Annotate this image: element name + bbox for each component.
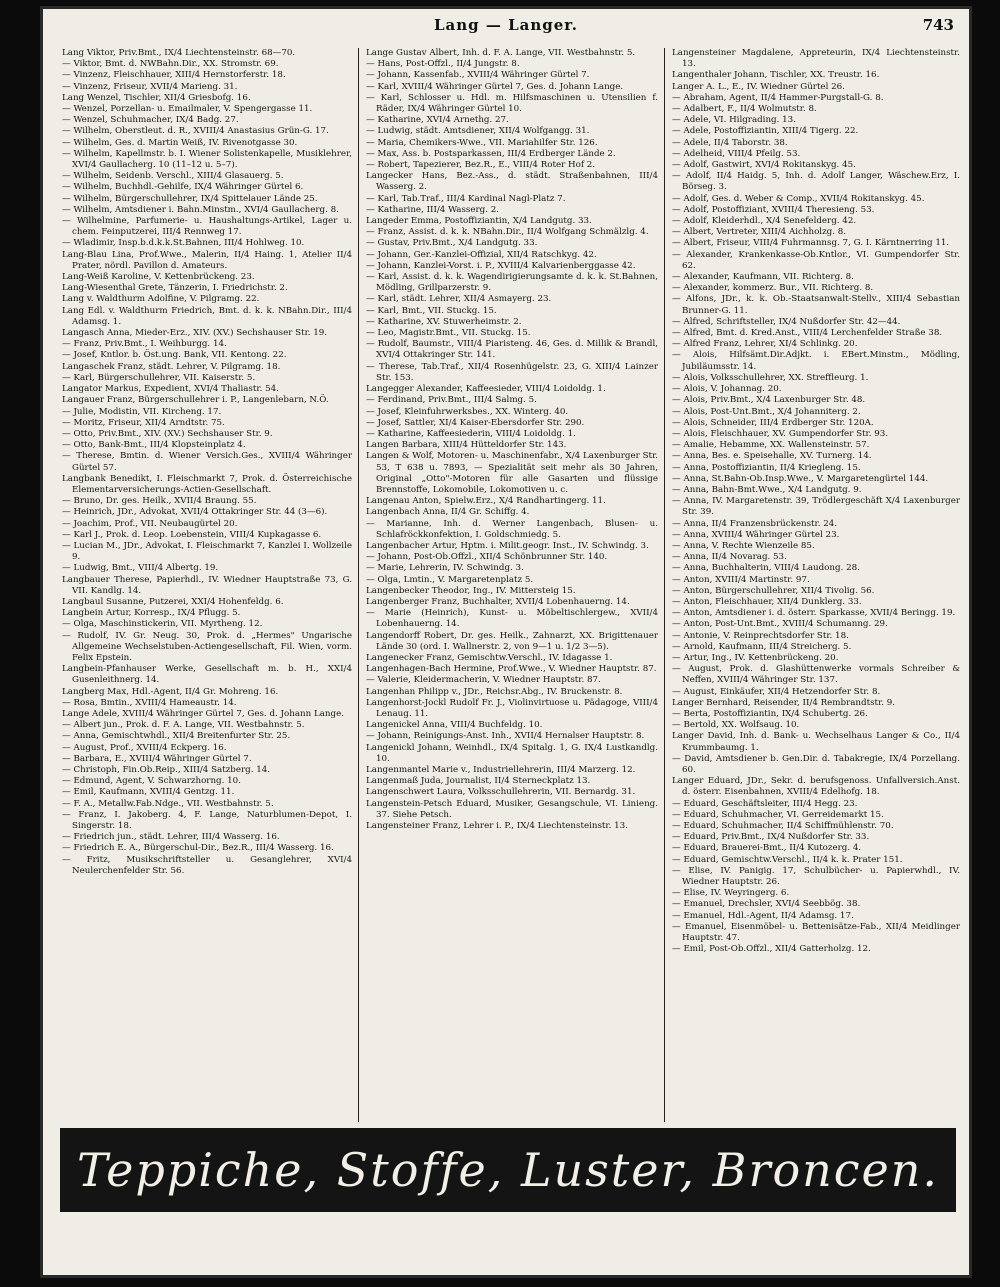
directory-entry: — Adele, VI. Hilgrading. 13.: [672, 115, 796, 126]
directory-entry: Langenickl Johann, Weinhdl., IX/4 Spitalg. 1, G. IX/4 Lustkandlg. 10.: [366, 742, 658, 764]
directory-entry: — Karl J., Prok. d. Leop. Loebenstein, VIII/4 Kupkagasse 6.: [62, 529, 322, 540]
directory-page: [40, 6, 972, 1278]
directory-entry: — Therese, Tab.Traf., XII/4 Rosenhügelstr. 23, G. XIII/4 Lainzer Str. 153.: [366, 361, 658, 383]
directory-entry: — Alexander, Kaufmann, VII. Richterg. 8.: [672, 272, 854, 283]
directory-entry: — Wilhelm, Ges. d. Martin Weiß, IV. Rivenotgasse 30.: [62, 137, 298, 148]
directory-entry: Langen & Wolf, Motoren- u. Maschinenfabr., X/4 Laxenburger Str. 53, T 638 u. 7893, — Spezialität seit mehr als 30 Jahren, Original „Otto"-Motoren für alle Gasarten und flüssige Brennstoffe, Lokomobile, Lokomotiven u. c.: [366, 451, 658, 495]
column-divider: [664, 48, 665, 1122]
directory-entry: — Franz, Priv.Bmt., I. Weihburgg. 14.: [62, 339, 227, 350]
directory-entry: — Wilhelm, Bürgerschullehrer, IX/4 Spittelauer Lände 25.: [62, 193, 318, 204]
directory-entry: — Karl, XVIII/4 Währinger Gürtel 7, Ges. d. Johann Lange.: [366, 81, 624, 92]
directory-entry: — Adolf, Gastwirt, XVI/4 Rokitanskyg. 45.: [672, 160, 856, 171]
directory-entry: — Alfred, Bmt. d. Kred.Anst., VIII/4 Lerchenfelder Straße 38.: [672, 328, 943, 339]
directory-entry: — Anton, XVIII/4 Martinstr. 97.: [672, 574, 810, 585]
directory-entry: — Ludwig, städt. Amtsdiener, XII/4 Wolfgangg. 31.: [366, 126, 590, 137]
directory-entry: — Wilhelm, Amtsdiener i. Bahn.Minstm., XVI/4 Gaullacherg. 8.: [62, 204, 339, 215]
directory-entry: — Anton, Fleischhauer, XII/4 Dunklerg. 33.: [672, 596, 862, 607]
directory-entry: — Alfred Franz, Lehrer, XI/4 Schlinkg. 20.: [672, 339, 858, 350]
directory-entry: — Alois, Priv.Bmt., X/4 Laxenburger Str. 48.: [672, 395, 866, 406]
directory-entry: — Wenzel, Schuhmacher, IX/4 Badg. 27.: [62, 115, 239, 126]
directory-entry: — Joachim, Prof., VII. Neubaugürtel 20.: [62, 518, 238, 529]
directory-entry: — Amalie, Hebamme, XX. Wallensteinstr. 57.: [672, 440, 870, 451]
directory-entry: Langbein Artur, Korresp., IX/4 Pflugg. 5.: [62, 608, 241, 619]
directory-entry: — Emil, Post-Ob.Offzl., XII/4 Gatterholzg. 12.: [672, 944, 871, 955]
directory-entry: — Alois, V. Johannag. 20.: [672, 384, 782, 395]
directory-entry: Langer Eduard, JDr., Sekr. d. berufsgenoss. Unfallversich.Anst. d. österr. Eisenbahnen, XVIII/4 Edelhofg. 18.: [672, 776, 960, 798]
directory-entry: Langenberger Franz, Buchhalter, XVII/4 Lobenhauerng. 14.: [366, 596, 630, 607]
directory-entry: Langenhagen-Bach Hermine, Prof.Wwe., V. Wiedner Hauptstr. 87.: [366, 664, 657, 675]
directory-entry: Langensteiner Franz, Lehrer i. P., IX/4 Liechtensteinstr. 13.: [366, 821, 628, 832]
directory-entry: — Elise, IV. Panigig. 17, Schulbücher- u. Papierwhdl., IV. Wiedner Hauptstr. 26.: [672, 865, 960, 888]
directory-entry: Langenbecker Theodor, Ing., IV. Mittersteig 15.: [366, 585, 576, 596]
directory-entry: — Anna, II/4 Novarag. 53.: [672, 552, 787, 563]
directory-entry: — Adolf, II/4 Haidg. 5, Inh. d. Adolf Langer, Wäschew.Erz, I. Börseg. 3.: [672, 171, 960, 193]
directory-entry: Langenhorst-Jockl Rudolf Fr. J., Violinvirtuose u. Pädagoge, VIII/4 Lenaug. 11.: [366, 697, 658, 719]
directory-entry: — Johann, Post-Ob.Offzl., XII/4 Schönbrunner Str. 140.: [366, 552, 608, 563]
directory-entry: — Friedrich E. A., Bürgerschul-Dir., Bez.R., III/4 Wasserg. 16.: [62, 843, 334, 854]
directory-entry: — Katharine, XVI/4 Arnethg. 27.: [366, 115, 509, 126]
directory-entry: — Adelheid, VIII/4 Pfeilg. 53.: [672, 148, 801, 159]
directory-entry: — Anna, Postoffiziantin, II/4 Kriegleng. 15.: [672, 462, 861, 473]
directory-entry: Langeder Emma, Postoffiziantin, X/4 Landgutg. 33.: [366, 216, 592, 227]
directory-entry: — Moritz, Friseur, XII/4 Arndtstr. 75.: [62, 417, 225, 428]
directory-entry: — Adele, Postoffiziantin, XIII/4 Tigerg. 22.: [672, 126, 859, 137]
directory-entry: Langen Barbara, XIII/4 Hütteldorfer Str. 143.: [366, 440, 567, 451]
directory-entry: — Karl, Assist. d. k. k. Wagendirigierungsamte d. k. k. St.Bahnen, Mödling, Grillparzerstr. 9.: [366, 272, 658, 294]
directory-entry: — Viktor, Bmt. d. NWBahn.Dir., XX. Stromstr. 69.: [62, 59, 279, 70]
directory-entry: — Otto, Bank-Bmt., III/4 Klopsteinplatz 4.: [62, 440, 246, 451]
directory-entry: — David, Amtsdiener b. Gen.Dir. d. Tabakregie, IX/4 Porzellang. 60.: [672, 753, 960, 775]
directory-entry: — Karl, Bürgerschullehrer, VII. Kaiserstr. 5.: [62, 372, 256, 383]
page-number: 743: [922, 16, 954, 34]
directory-entry: Langaschek Franz, städt. Lehrer, V. Pilgramg. 18.: [62, 361, 281, 372]
directory-entry: — Wilhelm, Kapellmstr. b. I. Wiener Solistenkapelle, Musiklehrer, XVI/4 Gaullacherg. 10 (11–12 u. 5–7).: [62, 148, 352, 171]
directory-entry: — Karl, Schlosser u. Hdl. m. Hilfsmaschinen u. Utensilien f. Räder, IX/4 Währinger Gürtel 10.: [366, 92, 658, 115]
directory-entry: Langenmaß Juda, Journalist, II/4 Sterneckplatz 13.: [366, 776, 591, 787]
directory-entry: Lang v. Waldthurm Adolfine, V. Pilgramg. 22.: [62, 294, 260, 305]
directory-entry: Lang-Blau Lina, Prof.Wwe., Malerin, II/4 Haing. 1, Atelier II/4 Prater, nördl. Pavillon d. Amateurs.: [62, 249, 352, 271]
column-divider: [358, 48, 359, 1122]
directory-entry: — Berta, Postoffiziantin, IX/4 Schubertg. 26.: [672, 708, 868, 719]
directory-entry: — Adolf, Postoffiziant, XVIII/4 Theresieng. 53.: [672, 204, 875, 215]
directory-entry: Langer Bernhard, Reisender, II/4 Rembrandtstr. 9.: [672, 697, 896, 708]
directory-entry: — Vinzenz, Fleischhauer, XIII/4 Hernstorferstr. 18.: [62, 70, 286, 81]
directory-entry: — Rudolf, IV. Gr. Neug. 30, Prok. d. „Hermes" Ungarische Allgemeine Wechselstuben-Actiengesellschaft, Fil. Wien, vorm. Felix Epstein.: [62, 630, 352, 663]
directory-entry: — Rosa, Bmtin., XVIII/4 Hameaustr. 14.: [62, 697, 237, 708]
directory-entry: Langensteiner Magdalene, Appreteurin, IX/4 Liechtensteinstr. 13.: [672, 48, 960, 70]
directory-entry: — Anna, Bes. e. Speisehalle, XV. Turnerg. 14.: [672, 451, 872, 462]
directory-entry: Lange Adele, XVIII/4 Währinger Gürtel 7, Ges. d. Johann Lange.: [62, 708, 344, 719]
directory-entry: — Valerie, Kleidermacherin, V. Wiedner Hauptstr. 87.: [366, 675, 601, 686]
directory-entry: — Emil, Kaufmann, XVIII/4 Gentzg. 11.: [62, 787, 235, 798]
directory-entry: Langecker Hans, Bez.-Ass., d. städt. Straßenbahnen, III/4 Wasserg. 2.: [366, 171, 658, 193]
directory-entry: Langenecker Franz, Gemischtw.Verschl., IV. Idagasse 1.: [366, 652, 613, 663]
directory-entry: — Eduard, Geschäftsleiter, III/4 Hegg. 23.: [672, 798, 858, 809]
directory-entry: — Eduard, Priv.Bmt., IX/4 Nußdorfer Str. 33.: [672, 832, 870, 843]
directory-entry: — Anna, Bahn-Bmt.Wwe., X/4 Landgutg. 9.: [672, 484, 862, 495]
directory-entry: Langberg Max, Hdl.-Agent, II/4 Gr. Mohreng. 16.: [62, 686, 279, 697]
directory-entry: — Josef, Kntlor. b. Öst.ung. Bank, VII. Kentong. 22.: [62, 350, 287, 361]
directory-entry: — Emanuel, Eisenmöbel- u. Bettenisätze-Fab., XII/4 Meidlinger Hauptstr. 47.: [672, 921, 960, 944]
directory-entry: — Alois, Schneider, III/4 Erdberger Str. 120A.: [672, 417, 874, 428]
directory-entry: Langator Markus, Expedient, XVI/4 Thaliastr. 54.: [62, 384, 279, 395]
advertisement-text: Teppiche, Stoffe, Luster, Broncen.: [76, 1143, 940, 1197]
directory-entry: — Friedrich jun., städt. Lehrer, III/4 Wasserg. 16.: [62, 832, 280, 843]
directory-entry: — Bertold, XX. Wolfsaug. 10.: [672, 720, 800, 731]
directory-entry: Langbank Benedikt, I. Fleischmarkt 7, Prok. d. Österreichische Elementarversicherungs-Actien-Gesellschaft.: [62, 473, 352, 495]
directory-entry: — Emanuel, Drechsler, XVI/4 Seebbög. 38.: [672, 899, 861, 910]
directory-entry: Langenhan Philipp v., JDr., Reichsr.Abg., IV. Bruckenstr. 8.: [366, 686, 623, 697]
directory-entry: Langenickel Anna, VIII/4 Buchfeldg. 10.: [366, 720, 543, 731]
directory-entry: — Anna, Gemischtwhdl., XII/4 Breitenfurter Str. 25.: [62, 731, 291, 742]
directory-entry: Lange Gustav Albert, Inh. d. F. A. Lange, VII. Westbahnstr. 5.: [366, 48, 636, 58]
directory-entry: Langer A. L., E., IV. Wiedner Gürtel 26.: [672, 81, 845, 92]
directory-entry: — Fritz, Musikschriftsteller u. Gesanglehrer, XVI/4 Neulerchenfelder Str. 56.: [62, 854, 352, 876]
directory-entry: — Olga, Maschinstickerin, VII. Myrtheng. 12.: [62, 619, 263, 630]
directory-entry: Langegger Alexander, Kaffeesieder, VIII/4 Loidoldg. 1.: [366, 384, 606, 395]
directory-entry: — Wilhelm, Seidenb. Verschl., XIII/4 Glasauerg. 5.: [62, 171, 284, 182]
directory-entry: Langenbach Anna, II/4 Gr. Schiffg. 4.: [366, 507, 530, 518]
directory-entry: — Katharine, III/4 Wasserg. 2.: [366, 204, 500, 215]
directory-entry: — Johann, Kanzlei-Vorst. i. P., XVIII/4 Kalvarienberggasse 42.: [366, 260, 636, 271]
directory-entry: — Eduard, Brauerei-Bmt., II/4 Kutozerg. 4.: [672, 843, 862, 854]
directory-entry: — Anton, Bürgerschullehrer, XII/4 Tivolig. 56.: [672, 585, 875, 596]
page-header-title: Lang — Langer.: [433, 16, 579, 34]
directory-entry: — Gustav, Priv.Bmt., X/4 Landgutg. 33.: [366, 238, 538, 249]
directory-entry: — Emanuel, Hdl.-Agent, II/4 Adamsg. 17.: [672, 910, 854, 921]
directory-entry: — Eduard, Schuhmacher, VI. Gerreidemarkt 15.: [672, 809, 884, 820]
directory-entry: — Albert, Friseur, VIII/4 Fuhrmannsg. 7, G. I. Kärntnerring 11.: [672, 238, 950, 249]
directory-entry: — Anton, Amtsdiener i. d. österr. Sparkasse, XVII/4 Beringg. 19.: [672, 608, 956, 619]
directory-entry: — Karl, Bmt., VII. Stuckg. 15.: [366, 305, 497, 316]
directory-entry: Langenschwert Laura, Volksschullehrerin, VII. Bernardg. 31.: [366, 787, 636, 798]
directory-entry: — Albert jun., Prok. d. F. A. Lange, VII. Westbahnstr. 5.: [62, 720, 305, 731]
directory-entry: — Alfons, JDr., k. k. Ob.-Staatsanwalt-Stellv., XIII/4 Sebastian Brunner-G. 11.: [672, 294, 960, 316]
directory-entry: — Vinzenz, Friseur, XVII/4 Marieng. 31.: [62, 81, 238, 92]
column-right: [672, 48, 960, 1122]
running-head: [40, 16, 972, 42]
directory-entry: — Julie, Modistin, VII. Kircheng. 17.: [62, 406, 222, 417]
directory-entry: — August, Einkäufer, XII/4 Hetzendorfer Str. 8.: [672, 686, 881, 697]
directory-entry: Langauer Franz, Bürgerschullehrer i. P., Langenlebarn, N.Ö.: [62, 395, 329, 406]
directory-entry: Langendorff Robert, Dr. ges. Heilk., Zahnarzt, XX. Brigittenauer Lände 30 (ord. I. Wallnerstr. 2, von 9—1 u. 1/2 3—5).: [366, 630, 658, 652]
directory-entry: — Anna, XVIII/4 Währinger Gürtel 23.: [672, 529, 840, 540]
directory-entry: — Albert, Vertreter, XIII/4 Aichholzg. 8.: [672, 227, 847, 238]
directory-entry: — Marie, Lehrerin, IV. Schwindg. 3.: [366, 563, 524, 574]
directory-entry: Langbauer Therese, Papierhdl., IV. Wiedner Hauptstraße 73, G. VII. Kandlg. 14.: [62, 574, 352, 596]
directory-entry: Langenthaler Johann, Tischler, XX. Treustr. 16.: [672, 70, 880, 81]
directory-entry: — Arnold, Kaufmann, III/4 Streicherg. 5.: [672, 641, 852, 652]
directory-entry: — Olga, Lmtin., V. Margaretenplatz 5.: [366, 574, 534, 585]
directory-entry: — Wenzel, Porzellan- u. Emailmaler, V. Spengergasse 11.: [62, 104, 313, 115]
directory-entry: Langer David, Inh. d. Bank- u. Wechselhaus Langer & Co., II/4 Krummbaumg. 1.: [672, 731, 960, 753]
directory-entry: — Antonie, V. Reinprechtsdorfer Str. 18.: [672, 630, 849, 641]
directory-entry: — Barbara, E., XVIII/4 Währinger Gürtel 7.: [62, 753, 252, 764]
column-middle: [366, 48, 658, 1122]
directory-entry: Langenstein-Petsch Eduard, Musiker, Gesangschule, VI. Linieng. 37. Siehe Petsch.: [366, 798, 658, 820]
directory-entry: Langenbacher Artur, Hptm. i. Milit.geogr. Inst., IV. Schwindg. 3.: [366, 540, 649, 551]
directory-entry: — Wilhelm, Buchhdl.-Gehilfe, IX/4 Währinger Gürtel 6.: [62, 182, 304, 193]
directory-entry: — Robert, Tapezierer, Bez.R., E., VIII/4 Roter Hof 2.: [366, 160, 596, 171]
directory-entry: — Karl, Tab.Traf., III/4 Kardinal Nagl-Platz 7.: [366, 193, 566, 204]
directory-entry: — Rudolf, Baumstr., VIII/4 Piaristeng. 46, Ges. d. Millik & Brandl, XVI/4 Ottakringer Str. 141.: [366, 339, 658, 361]
directory-entry: — Anna, IV. Margaretenstr. 39, Trödlergeschäft X/4 Laxenburger Str. 39.: [672, 496, 960, 518]
directory-entry: — Wilhelmine, Parfumerie- u. Haushaltungs-Artikel, Lager u. chem. Feinputzerei, III/4 Rennweg 17.: [62, 216, 352, 238]
directory-entry: — Josef, Sattler, XI/4 Kaiser-Ebersdorfer Str. 290.: [366, 417, 585, 428]
directory-entry: — August, Prok. d. Glashüttenwerke vormals Schreiber & Neffen, XVIII/4 Währinger Str. 137.: [672, 664, 960, 686]
directory-entry: — Bruno, Dr. ges. Heilk., XVII/4 Braung. 55.: [62, 496, 257, 507]
directory-entry: — Adolf, Ges. d. Weber & Comp., XVII/4 Rokitanskyg. 45.: [672, 193, 925, 204]
directory-entry: Langbaul Susanne, Putzerei, XXI/4 Hohenfeldg. 6.: [62, 596, 284, 607]
directory-entry: — Karl, städt. Lehrer, XII/4 Asmayerg. 23.: [366, 294, 552, 305]
directory-entry: Langbein-Pfanhauser Werke, Gesellschaft m. b. H., XXI/4 Gusenleithnerg. 14.: [62, 664, 352, 686]
directory-entry: — Eduard, Schuhmacher, II/4 Schiffmühlenstr. 70.: [672, 821, 894, 832]
directory-entry: — Eduard, Gemischtw.Verschl., II/4 k. k. Prater 151.: [672, 854, 903, 865]
directory-entry: — Katharine, Kaffeesiederin, VIII/4 Loidoldg. 1.: [366, 428, 576, 439]
directory-entry: Langenau Anton, Spielw.Erz., X/4 Randhartingerg. 11.: [366, 496, 606, 507]
directory-entry: — Alfred, Schriftsteller, IX/4 Nußdorfer Str. 42—44.: [672, 316, 901, 327]
directory-entry: — Johann, Ger.-Kanzlei-Offizial, XII/4 Ratschkyg. 42.: [366, 249, 597, 260]
directory-entry: — Therese, Bmtin. d. Wiener Versich.Ges., XVIII/4 Währinger Gürtel 57.: [62, 451, 352, 473]
directory-entry: — Josef, Kleinfuhrwerksbes., XX. Winterg. 40.: [366, 406, 569, 417]
directory-entry: — Franz, I. Jakoberg. 4, F. Lange, Naturblumen-Depot, I. Singerstr. 18.: [62, 809, 352, 832]
directory-entry: — Alois, Hilfsämt.Dir.Adjkt. i. EBert.Minstm., Mödling, Jubiläumsstr. 14.: [672, 350, 960, 372]
directory-entry: Lang-Wiesenthal Grete, Tänzerin, I. Friedrichstr. 2.: [62, 283, 288, 294]
column-left: [62, 48, 352, 1122]
directory-entry: — Elise, IV. Weyringerg. 6.: [672, 888, 790, 899]
directory-entry: — August, Prof., XVIII/4 Eckperg. 16.: [62, 742, 227, 753]
directory-entry: — Wilhelm, Oberstleut. d. R., XVIII/4 Anastasius Grün-G. 17.: [62, 126, 329, 137]
directory-entry: Lang Viktor, Priv.Bmt., IX/4 Liechtensteinstr. 68—70.: [62, 48, 296, 58]
directory-entry: Langenmantel Marie v., Industriellehrerin, III/4 Marzerg. 12.: [366, 765, 636, 775]
directory-entry: — Alois, Post-Unt.Bmt., X/4 Johanniterg. 2.: [672, 406, 861, 417]
directory-entry: — Ludwig, Bmt., VIII/4 Albertg. 19.: [62, 563, 219, 574]
directory-entry: Langasch Anna, Mieder-Erz., XIV. (XV.) Sechshauser Str. 19.: [62, 328, 328, 339]
directory-entry: — Adolf, Kleiderhdl., X/4 Senefelderg. 42.: [672, 216, 857, 227]
directory-entry: — Otto, Priv.Bmt., XIV. (XV.) Sechshauser Str. 9.: [62, 428, 273, 439]
directory-entry: — Christoph, Fin.Ob.Reip., XIII/4 Satzberg. 14.: [62, 765, 271, 775]
advertisement-banner: [60, 1128, 956, 1212]
directory-entry: — Marie (Heinrich), Kunst- u. Möbeltischlergew., XVII/4 Lobenhauerng. 14.: [366, 608, 658, 630]
directory-entry: — Artur, Ing., IV. Kettenbrückeng. 20.: [672, 652, 839, 663]
directory-entry: — Alexander, kommerz. Bur., VII. Richterg. 8.: [672, 283, 874, 294]
directory-entry: — Alois, Volksschullehrer, XX. Streffleurg. 1.: [672, 372, 869, 383]
directory-entry: Lang Edl. v. Waldthurm Friedrich, Bmt. d. k. k. NBahn.Dir., III/4 Adamsg. 1.: [62, 305, 352, 327]
directory-entry: — Heinrich, JDr., Advokat, XVII/4 Ottakringer Str. 44 (3—6).: [62, 507, 328, 518]
directory-entry: — Edmund, Agent, V. Schwarzhorng. 10.: [62, 776, 241, 787]
directory-entry: — Lucian M., JDr., Advokat, I. Fleischmarkt 7, Kanzlei I. Wollzeile 9.: [62, 540, 352, 563]
directory-entry: — Franz, Assist. d. k. k. NBahn.Dir., II/4 Wolfgang Schmälzlg. 4.: [366, 227, 649, 238]
directory-entry: — Johann, Reinigungs-Anst. Inh., XVII/4 Hernalser Hauptstr. 8.: [366, 731, 645, 742]
directory-entry: — Alexander, Krankenkasse-Ob.Kntlor., VI. Gumpendorfer Str. 62.: [672, 249, 960, 271]
directory-entry: — Anna, V. Rechte Wienzeile 85.: [672, 540, 815, 551]
directory-entry: Lang-Weiß Karoline, V. Kettenbrückeng. 23.: [62, 272, 255, 283]
directory-entry: — Johann, Kassenfab., XVIII/4 Währinger Gürtel 7.: [366, 70, 590, 81]
directory-entry: — Wladimir, Insp.b.d.k.k.St.Bahnen, III/4 Hohlweg. 10.: [62, 238, 305, 249]
directory-entry: — Marianne, Inh. d. Werner Langenbach, Blusen- u. Schlafröckkonfektion, I. Goldschmiedg. 5.: [366, 518, 658, 540]
directory-entry: — Hans, Post-Offzl., II/4 Jungstr. 8.: [366, 59, 520, 70]
directory-entry: — Maria, Chemikers-Wwe., VII. Mariahilfer Str. 126.: [366, 137, 598, 148]
directory-entry: — Adalbert, F., II/4 Wolmutstr. 8.: [672, 104, 817, 115]
directory-entry: — Anna, St.Bahn-Ob.Insp.Wwe., V. Margaretengürtel 144.: [672, 473, 929, 484]
directory-entry: — Max, Ass. b. Postsparkassen, III/4 Erdberger Lände 2.: [366, 148, 616, 159]
directory-entry: — Ferdinand, Priv.Bmt., III/4 Salmg. 5.: [366, 395, 537, 406]
directory-entry: — Anton, Post-Unt.Bmt., XVIII/4 Schumanng. 29.: [672, 619, 888, 630]
directory-entry: — Anna, Buchhalterin, VIII/4 Laudong. 28.: [672, 563, 860, 574]
directory-entry: — Adele, II/4 Taborstr. 38.: [672, 137, 788, 148]
directory-entry: — Anna, II/4 Franzensbrückenstr. 24.: [672, 518, 838, 529]
directory-entry: — F. A., Metallw.Fab.Ndge., VII. Westbahnstr. 5.: [62, 798, 274, 809]
directory-entry: — Abraham, Agent, II/4 Hammer-Purgstall-G. 8.: [672, 92, 884, 103]
directory-entry: — Alois, Fleischhauer, XV. Gumpendorfer Str. 93.: [672, 428, 889, 439]
directory-entry: — Katharine, XV. Stuwerheimstr. 2.: [366, 316, 522, 327]
directory-entry: — Leo, Magistr.Bmt., VII. Stuckg. 15.: [366, 328, 531, 339]
directory-entry: Lang Wenzel, Tischler, XII/4 Griesbofg. 16.: [62, 92, 251, 103]
